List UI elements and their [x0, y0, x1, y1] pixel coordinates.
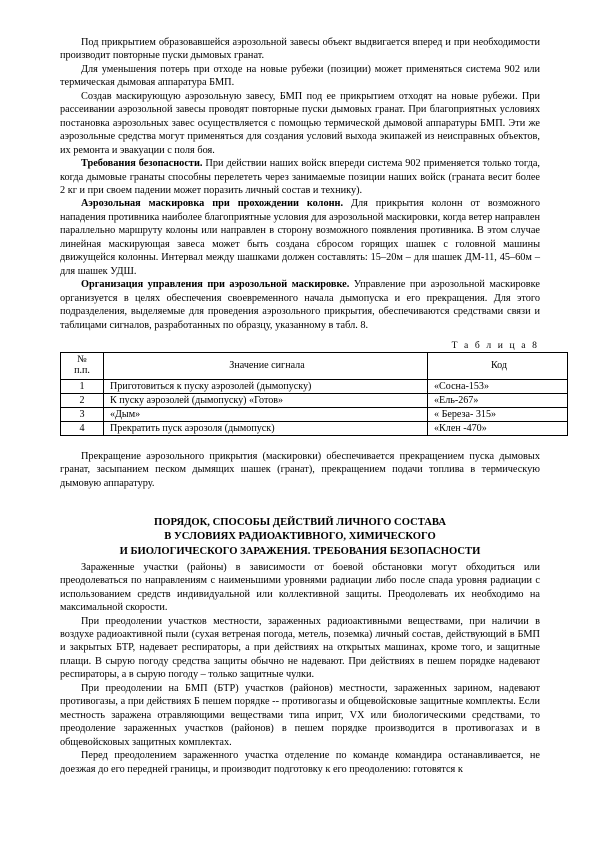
paragraph-9: При преодолении участков местности, зараженных радиоактивными веществами, при наличии в воздухе радиоактивной пыли (сухая ветреная погода, метель, поземка) личный состав, действующий в БМП и закрытых БТР, надевает респираторы, а при действиях на открытых машинах, кроме того, и защитные плащи. В сырую погоду средства защиты обычно не надевают. При действиях в пешем порядке надевают респираторы, а в сырую погоду – только защитные чулки.	[60, 615, 540, 681]
paragraph-3: Создав маскирующую аэрозольную завесу, БМП под ее прикрытием отходят на новые рубежи. При рассеивании аэрозольной завесы проводят повторные пуски дымовых гранат. При благоприятных условиях постановка аэрозольных завес осуществляется с помощью термической дымовой аппаратуры БМП. Эти же аэрозольные средства могут применяться для создания условий выхода экипажей из неисправных объектов, их ремонта и эвакуации с поля боя.	[60, 90, 540, 156]
paragraph-4-safety-requirements	[60, 157, 540, 197]
paragraph-4-lead: Требования безопасности.	[81, 158, 203, 170]
table-cell-signal: «Дым»	[104, 407, 428, 421]
table-cell-code: «Ель-267»	[428, 393, 568, 407]
table-cell-code: « Береза- 315»	[428, 407, 568, 421]
table-row	[61, 379, 568, 393]
table-header-code: Код	[428, 352, 568, 379]
table-header-number	[61, 352, 104, 379]
section-heading-line-1: ПОРЯДОК, СПОСОБЫ ДЕЙСТВИЙ ЛИЧНОГО СОСТАВА	[154, 517, 446, 529]
table-header-signal: Значение сигнала	[104, 352, 428, 379]
paragraph-11: Перед преодолением зараженного участка отделение по команде командира останавливается, не доезжая до его передней границы, и производит подготовку к его преодолению: готовятся к	[60, 750, 540, 775]
table-header-row	[61, 352, 568, 379]
section-heading-line-3: И БИОЛОГИЧЕСКОГО ЗАРАЖЕНИЯ. ТРЕБОВАНИЯ БЕЗОПАСНОСТИ	[119, 545, 481, 557]
paragraph-8: Зараженные участки (районы) в зависимости от боевой обстановки могут обходиться или преодолеваться по направлениям с наименьшими уровнями радиации либо после спада уровня радиации с использованием средств индивидуальной или коллективной защиты. Преодолевать их необходимо на максимальной скорости.	[60, 561, 540, 614]
table-cell-number: 4	[61, 421, 104, 435]
table-cell-number: 1	[61, 379, 104, 393]
table-cell-number: 2	[61, 393, 104, 407]
table-cell-number: 3	[61, 407, 104, 421]
paragraph-1: Под прикрытием образовавшейся аэрозольной завесы объект выдвигается вперед и при необходимости производит повторные пуски дымовых гранат.	[60, 37, 540, 62]
table-cell-signal: Прекратить пуск аэрозоля (дымопуск)	[104, 421, 428, 435]
table-header-number-line1: №	[77, 353, 87, 365]
paragraph-5-body: Для прикрытия колонн от возможного нападения противника наиболее благоприятные условия для аэрозольной маскировки, когда ветер направлен параллельно маршруту колоны или направлен в сторону возможного появления противника. В этом случае линейная маскирующая завеса может быть создана сбросом горящих шашек с головной машины движущейся колонны. Интервал между шашками должен составлять: 15–20м – для шашек ДМ-11, 45–60м – для шашек УДШ.	[60, 198, 540, 277]
table-cell-code: «Сосна-153»	[428, 379, 568, 393]
paragraph-6-control-organization	[60, 278, 540, 332]
section-heading	[60, 516, 540, 559]
table-cell-signal: Приготовиться к пуску аэрозолей (дымопуску)	[104, 379, 428, 393]
paragraph-4-body: При действии наших войск впереди система 902 применяется только тогда, когда дымовые гранаты способны перелететь через занимаемые позиции наших войск (граната весит более 2 кг и при своем падении может поразить личный состав и технику).	[60, 158, 540, 196]
table-cell-signal: К пуску аэрозолей (дымопуску) «Готов»	[104, 393, 428, 407]
table-header-number-line2: п.п.	[74, 365, 90, 377]
table-row	[61, 393, 568, 407]
table-cell-code: «Клен -470»	[428, 421, 568, 435]
paragraph-5-column-masking	[60, 197, 540, 278]
paragraph-6-lead: Организация управления при аэрозольной маскировке.	[81, 279, 350, 291]
section-heading-line-2: В УСЛОВИЯХ РАДИОАКТИВНОГО, ХИМИЧЕСКОГО	[164, 531, 436, 543]
paragraph-2: Для уменьшения потерь при отходе на новые рубежи (позиции) может применяться система 902 или термическая дымовая аппаратура БМП.	[60, 63, 540, 89]
table-row	[61, 421, 568, 435]
table-row	[61, 407, 568, 421]
paragraph-5-lead: Аэрозольная маскировка при прохождении колонн.	[81, 198, 344, 210]
paragraph-7: Прекращение аэрозольного прикрытия (маскировки) обеспечивается прекращением пуска дымовых гранат, засыпанием песком дымящих шашек (гранат), прекращением подачи топлива в термическую дымовую аппаратуру.	[60, 450, 540, 489]
signals-table	[60, 352, 568, 436]
paragraph-10: При преодолении на БМП (БТР) участков (районов) местности, зараженных зарином, надевают противогазы, а при действиях Б пешем порядке -- противогазы и общевойсковые защитные комплекты. Если местность заражена отравляющими веществами типа иприт, VX или биологическими средствами, то преодоление зараженных участков (районов) в пешем порядке производится в противогазах и в общевойсковых защитных комплектах.	[60, 682, 540, 748]
table-caption: Т а б л и ц а 8	[451, 339, 539, 351]
spacer-after-table	[60, 436, 540, 450]
paragraph-6-body: Управление при аэрозольной маскировке организуется в целях обеспечения своевременного начала дымопуска и его прекращения. Для этого подразделения, выделяемые для проведения аэрозольного прикрытия, обеспечиваются средствами связи и таблицами сигналов, разработанных по образцу, указанному в табл. 8.	[60, 279, 540, 331]
